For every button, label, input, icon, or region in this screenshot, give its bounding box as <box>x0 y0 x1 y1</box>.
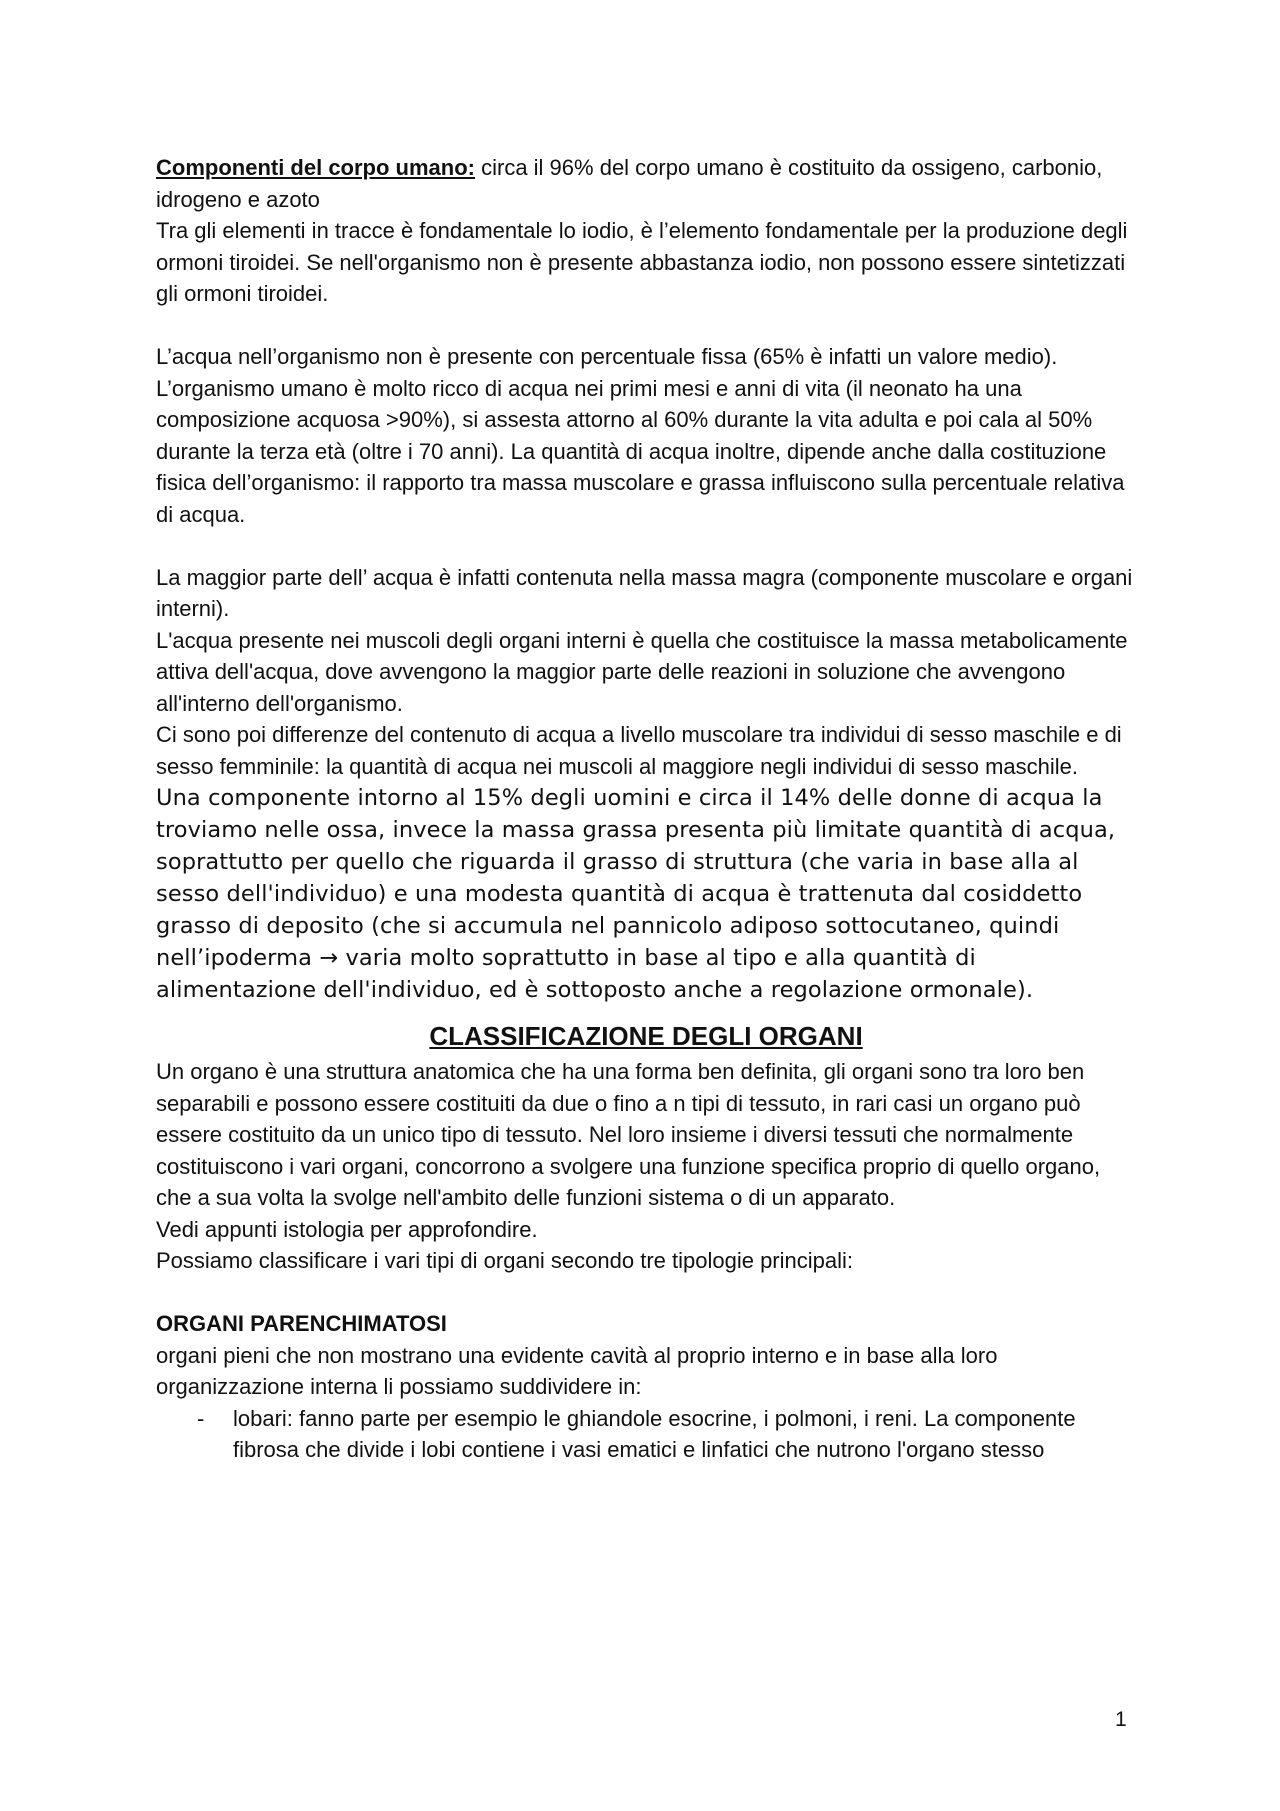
subheading-parenchymal: ORGANI PARENCHIMATOSI <box>156 1311 447 1336</box>
parenchymal-paragraph: organi pieni che non mostrano una evidente cavità al proprio interno e in base alla loro organizzazione interna li possiamo suddividere in: <box>156 1342 998 1399</box>
water-paragraph: L’acqua nell’organismo non è presente con percentuale fissa (65% è infatti un valore medio). L’organismo umano è molto ricco di acqua nei primi mesi e anni di vita (il neonato ha una composizione acquosa >90%), si assesta attorno al 60% durante la vita adulta e poi cala al 50% durante la terza età (oltre i 70 anni). La quantità di acqua inoltre, dipende anche dalla costituzione fisica dell’organismo: il rapporto tra massa muscolare e grassa influiscono sulla percentuale relativa di acqua. <box>156 344 1125 527</box>
muscle-water-paragraph: L'acqua presente nei muscoli degli organi interni è quella che costituisce la massa metabolicamente attiva dell'acqua, dove avvengono la maggior parte delle reazioni in soluzione che avvengono all'interno dell'organismo. <box>156 627 1128 716</box>
sex-differences-paragraph: Ci sono poi differenze del contenuto di acqua a livello muscolare tra individui di sesso maschile e di sesso femminile: la quantità di acqua nei muscoli al maggiore negli individui di sesso maschile. <box>156 722 1122 779</box>
list-item <box>156 1403 1136 1466</box>
organ-type-list <box>156 1403 1136 1466</box>
intro-paragraph <box>156 152 1136 215</box>
paragraph-gap <box>156 530 1136 562</box>
list-dash: - <box>197 1405 205 1431</box>
list-item-text: lobari: fanno parte per esempio le ghiandole esocrine, i polmoni, i reni. La componente fibrosa che divide i lobi contiene i vasi ematici e linfatici che nutrono l'organo stesso <box>233 1405 1076 1462</box>
paragraph-gap <box>156 310 1136 342</box>
intro-text: circa il 96% del corpo umano è costituito da ossigeno, carbonio, idrogeno e azoto <box>156 155 1103 212</box>
see-notes-paragraph: Vedi appunti istologia per approfondire. <box>156 1216 538 1242</box>
intro-label: Componenti del corpo umano: <box>156 155 475 180</box>
paragraph-gap <box>156 1277 1136 1309</box>
organ-definition-paragraph: Un organo è una struttura anatomica che ha una forma ben definita, gli organi sono tra loro ben separabili e possono essere costituiti da due o fino a n tipi di tessuto, in rari casi un organo può essere costituito da un unico tipo di tessuto. Nel loro insieme i diversi tessuti che normalmente costituiscono i vari organi, concorrono a svolgere una funzione specifica proprio di quello organo, che a sua volta la svolge nell'ambito delle funzioni sistema o di un apparato. <box>156 1059 1101 1210</box>
bone-water-paragraph: Una componente intorno al 15% degli uomini e circa il 14% delle donne di acqua la troviamo nelle ossa, invece la massa grassa presenta più limitate quantità di acqua, soprattutto per quello che riguarda il grasso di struttura (che varia in base alla al sesso dell'individuo) e una modesta quantità di acqua è trattenuta dal cosiddetto grasso di deposito (che si accumula nel pannicolo adiposo sottocutaneo, quindi nell’ipoderma → varia molto soprattutto in base al tipo e alla quantità di alimentazione dell'individuo, ed è sottoposto anche a regolazione ormonale). <box>156 785 1116 1003</box>
classification-paragraph: Possiamo classificare i vari tipi di organi secondo tre tipologie principali: <box>156 1248 853 1273</box>
lean-mass-paragraph: La maggior parte dell’ acqua è infatti contenuta nella massa magra (componente muscolare e organi interni). <box>156 564 1133 621</box>
section-title: CLASSIFICAZIONE DEGLI ORGANI <box>429 1021 863 1051</box>
document-page <box>156 152 1136 1466</box>
page-number: 1 <box>1115 1708 1127 1731</box>
iodine-paragraph: Tra gli elementi in tracce è fondamentale lo iodio, è l’elemento fondamentale per la produzione degli ormoni tiroidei. Se nell'organismo non è presente abbastanza iodio, non possono essere sintetizzati gli ormoni tiroidei. <box>156 218 1128 306</box>
